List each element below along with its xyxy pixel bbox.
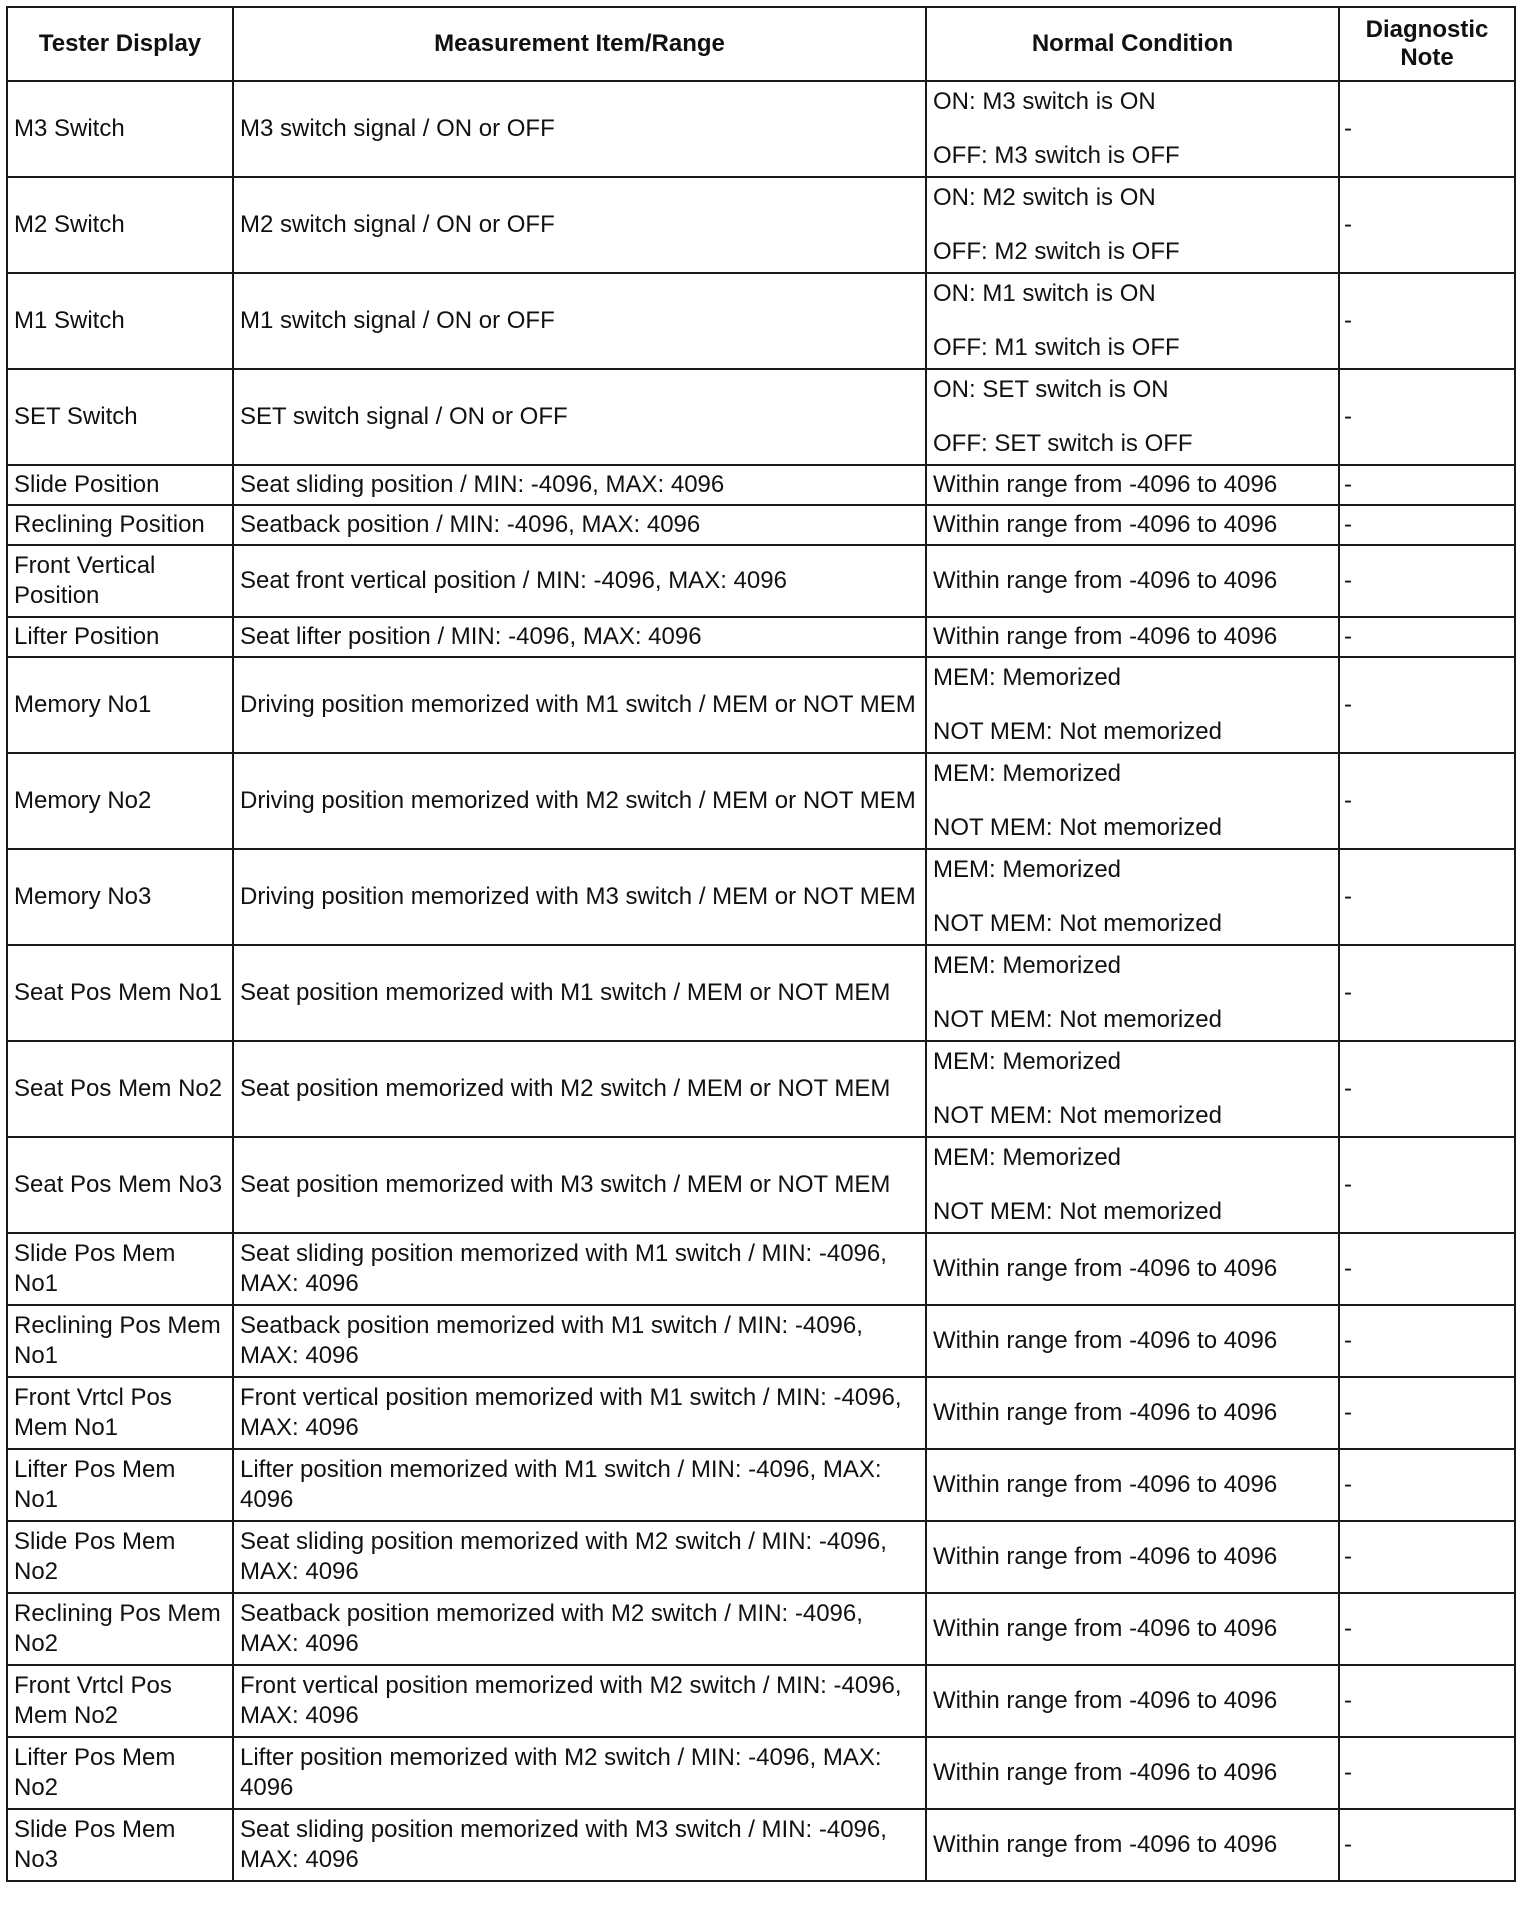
table-row: [7, 369, 1515, 465]
condition-line-2: NOT MEM: Not memorized: [933, 1198, 1222, 1225]
normal-condition-cell: [926, 273, 1339, 369]
header-row: [7, 7, 1515, 81]
table-row: [7, 753, 1515, 849]
condition-line-1: MEM: Memorized: [933, 760, 1122, 787]
tester-display-cell: M3 Switch: [7, 81, 233, 177]
measurement-cell: Seatback position memorized with M1 switch / MIN: -4096, MAX: 4096: [233, 1305, 926, 1377]
tester-display-cell: Memory No1: [7, 657, 233, 753]
normal-condition-cell: Within range from -4096 to 4096: [926, 1305, 1339, 1377]
normal-condition-cell: [926, 1041, 1339, 1137]
measurement-cell: Front vertical position memorized with M2 switch / MIN: -4096, MAX: 4096: [233, 1665, 926, 1737]
normal-condition-cell: Within range from -4096 to 4096: [926, 1737, 1339, 1809]
condition-line-2: NOT MEM: Not memorized: [933, 910, 1222, 937]
condition-line-1: MEM: Memorized: [933, 856, 1122, 883]
diagnostic-note-cell: -: [1339, 1737, 1515, 1809]
diagnostic-note-cell: -: [1339, 1449, 1515, 1521]
condition-line-2: OFF: M2 switch is OFF: [933, 238, 1180, 265]
tester-display-cell: Lifter Position: [7, 617, 233, 657]
diagnostic-note-cell: -: [1339, 465, 1515, 505]
measurement-cell: Seat sliding position / MIN: -4096, MAX: 4096: [233, 465, 926, 505]
measurement-cell: M2 switch signal / ON or OFF: [233, 177, 926, 273]
measurement-cell: Seat sliding position memorized with M1 switch / MIN: -4096, MAX: 4096: [233, 1233, 926, 1305]
normal-condition-cell: Within range from -4096 to 4096: [926, 1377, 1339, 1449]
condition-line-1: MEM: Memorized: [933, 952, 1122, 979]
measurement-cell: Seatback position memorized with M2 switch / MIN: -4096, MAX: 4096: [233, 1593, 926, 1665]
normal-condition-cell: Within range from -4096 to 4096: [926, 1521, 1339, 1593]
tester-display-cell: Seat Pos Mem No3: [7, 1137, 233, 1233]
normal-condition-cell: [926, 657, 1339, 753]
table-row: [7, 1233, 1515, 1305]
table-row: [7, 1521, 1515, 1593]
tester-display-cell: Reclining Position: [7, 505, 233, 545]
tester-display-cell: Reclining Pos Mem No1: [7, 1305, 233, 1377]
tester-display-cell: Front Vrtcl Pos Mem No2: [7, 1665, 233, 1737]
normal-condition-cell: [926, 849, 1339, 945]
measurement-cell: Lifter position memorized with M1 switch / MIN: -4096, MAX: 4096: [233, 1449, 926, 1521]
table-row: [7, 1449, 1515, 1521]
condition-line-2: OFF: M1 switch is OFF: [933, 334, 1180, 361]
tester-display-cell: Seat Pos Mem No2: [7, 1041, 233, 1137]
measurement-cell: Front vertical position memorized with M1 switch / MIN: -4096, MAX: 4096: [233, 1377, 926, 1449]
condition-line-1: MEM: Memorized: [933, 1048, 1122, 1075]
normal-condition-cell: [926, 753, 1339, 849]
tester-display-cell: Front Vertical Position: [7, 545, 233, 617]
measurement-cell: Driving position memorized with M2 switch / MEM or NOT MEM: [233, 753, 926, 849]
table-row: [7, 945, 1515, 1041]
tester-display-cell: M1 Switch: [7, 273, 233, 369]
tester-display-cell: Slide Pos Mem No2: [7, 1521, 233, 1593]
tester-display-cell: Lifter Pos Mem No2: [7, 1737, 233, 1809]
condition-line-2: OFF: M3 switch is OFF: [933, 142, 1180, 169]
table-row: [7, 1665, 1515, 1737]
normal-condition-cell: [926, 945, 1339, 1041]
normal-condition-cell: Within range from -4096 to 4096: [926, 465, 1339, 505]
data-list-table: [6, 6, 1516, 1882]
table-row: [7, 273, 1515, 369]
header-normal-condition: Normal Condition: [926, 7, 1339, 81]
table-row: [7, 545, 1515, 617]
condition-line-2: NOT MEM: Not memorized: [933, 814, 1222, 841]
normal-condition-cell: Within range from -4096 to 4096: [926, 1665, 1339, 1737]
table-row: [7, 505, 1515, 545]
tester-display-cell: Slide Pos Mem No3: [7, 1809, 233, 1881]
condition-line-2: NOT MEM: Not memorized: [933, 1102, 1222, 1129]
measurement-cell: Seat position memorized with M3 switch / MEM or NOT MEM: [233, 1137, 926, 1233]
diagnostic-note-cell: -: [1339, 1521, 1515, 1593]
diagnostic-note-cell: -: [1339, 849, 1515, 945]
diagnostic-note-cell: -: [1339, 617, 1515, 657]
table-row: [7, 1041, 1515, 1137]
diagnostic-note-cell: -: [1339, 81, 1515, 177]
tester-display-cell: Lifter Pos Mem No1: [7, 1449, 233, 1521]
diagnostic-note-cell: -: [1339, 1233, 1515, 1305]
measurement-cell: Driving position memorized with M1 switch / MEM or NOT MEM: [233, 657, 926, 753]
measurement-cell: SET switch signal / ON or OFF: [233, 369, 926, 465]
table-row: [7, 849, 1515, 945]
normal-condition-cell: [926, 369, 1339, 465]
measurement-cell: Seat position memorized with M1 switch / MEM or NOT MEM: [233, 945, 926, 1041]
condition-line-1: ON: M2 switch is ON: [933, 184, 1156, 211]
measurement-cell: Seat lifter position / MIN: -4096, MAX: 4096: [233, 617, 926, 657]
condition-line-2: NOT MEM: Not memorized: [933, 718, 1222, 745]
tester-display-cell: Front Vrtcl Pos Mem No1: [7, 1377, 233, 1449]
diagnostic-note-cell: -: [1339, 369, 1515, 465]
condition-line-1: MEM: Memorized: [933, 664, 1122, 691]
table-row: [7, 617, 1515, 657]
condition-line-1: ON: M3 switch is ON: [933, 88, 1156, 115]
normal-condition-cell: Within range from -4096 to 4096: [926, 545, 1339, 617]
diagnostic-note-cell: -: [1339, 1041, 1515, 1137]
table-row: [7, 1737, 1515, 1809]
table-row: [7, 465, 1515, 505]
diagnostic-note-cell: -: [1339, 1377, 1515, 1449]
normal-condition-cell: [926, 177, 1339, 273]
tester-display-cell: M2 Switch: [7, 177, 233, 273]
diagnostic-note-cell: -: [1339, 945, 1515, 1041]
diagnostic-note-cell: -: [1339, 545, 1515, 617]
tester-display-cell: SET Switch: [7, 369, 233, 465]
diagnostic-note-cell: -: [1339, 273, 1515, 369]
diagnostic-note-cell: -: [1339, 1665, 1515, 1737]
measurement-cell: M3 switch signal / ON or OFF: [233, 81, 926, 177]
diagnostic-note-cell: -: [1339, 1593, 1515, 1665]
measurement-cell: M1 switch signal / ON or OFF: [233, 273, 926, 369]
table-row: [7, 1593, 1515, 1665]
diagnostic-note-cell: -: [1339, 1305, 1515, 1377]
measurement-cell: Seat position memorized with M2 switch / MEM or NOT MEM: [233, 1041, 926, 1137]
tester-display-cell: Seat Pos Mem No1: [7, 945, 233, 1041]
condition-line-2: NOT MEM: Not memorized: [933, 1006, 1222, 1033]
table-row: [7, 81, 1515, 177]
diagnostic-note-cell: -: [1339, 177, 1515, 273]
condition-line-1: ON: M1 switch is ON: [933, 280, 1156, 307]
table-row: [7, 657, 1515, 753]
tester-display-cell: Memory No3: [7, 849, 233, 945]
tester-display-cell: Memory No2: [7, 753, 233, 849]
condition-line-1: MEM: Memorized: [933, 1144, 1122, 1171]
diagnostic-note-cell: -: [1339, 505, 1515, 545]
tester-display-cell: Slide Position: [7, 465, 233, 505]
normal-condition-cell: [926, 1137, 1339, 1233]
table-row: [7, 1809, 1515, 1881]
tester-display-cell: Slide Pos Mem No1: [7, 1233, 233, 1305]
header-measurement: Measurement Item/Range: [233, 7, 926, 81]
table-row: [7, 1305, 1515, 1377]
normal-condition-cell: Within range from -4096 to 4096: [926, 1809, 1339, 1881]
normal-condition-cell: Within range from -4096 to 4096: [926, 617, 1339, 657]
normal-condition-cell: Within range from -4096 to 4096: [926, 1449, 1339, 1521]
measurement-cell: Seat sliding position memorized with M3 switch / MIN: -4096, MAX: 4096: [233, 1809, 926, 1881]
data-list-sheet: [6, 6, 1516, 1882]
normal-condition-cell: [926, 81, 1339, 177]
table-row: [7, 1377, 1515, 1449]
table-row: [7, 1137, 1515, 1233]
normal-condition-cell: Within range from -4096 to 4096: [926, 1233, 1339, 1305]
header-diagnostic-note: Diagnostic Note: [1339, 7, 1515, 81]
tester-display-cell: Reclining Pos Mem No2: [7, 1593, 233, 1665]
condition-line-1: ON: SET switch is ON: [933, 376, 1169, 403]
condition-line-2: OFF: SET switch is OFF: [933, 430, 1193, 457]
header-tester-display: Tester Display: [7, 7, 233, 81]
diagnostic-note-cell: -: [1339, 753, 1515, 849]
diagnostic-note-cell: -: [1339, 657, 1515, 753]
normal-condition-cell: Within range from -4096 to 4096: [926, 1593, 1339, 1665]
measurement-cell: Seatback position / MIN: -4096, MAX: 4096: [233, 505, 926, 545]
normal-condition-cell: Within range from -4096 to 4096: [926, 505, 1339, 545]
measurement-cell: Driving position memorized with M3 switch / MEM or NOT MEM: [233, 849, 926, 945]
measurement-cell: Lifter position memorized with M2 switch / MIN: -4096, MAX: 4096: [233, 1737, 926, 1809]
measurement-cell: Seat front vertical position / MIN: -4096, MAX: 4096: [233, 545, 926, 617]
diagnostic-note-cell: -: [1339, 1137, 1515, 1233]
diagnostic-note-cell: -: [1339, 1809, 1515, 1881]
measurement-cell: Seat sliding position memorized with M2 switch / MIN: -4096, MAX: 4096: [233, 1521, 926, 1593]
table-row: [7, 177, 1515, 273]
